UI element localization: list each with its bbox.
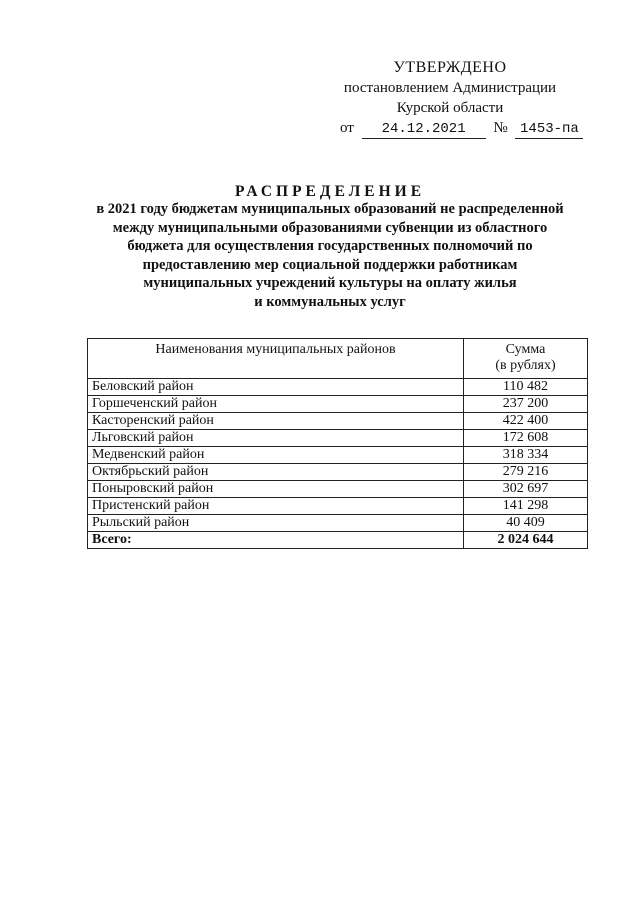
subtitle-line: и коммунальных услуг	[254, 293, 406, 310]
district-name: Поныровский район	[88, 481, 464, 498]
header-sum	[464, 339, 588, 379]
district-name: Беловский район	[88, 379, 464, 396]
approval-date: 24.12.2021	[362, 121, 486, 139]
district-name: Горшеченский район	[88, 396, 464, 413]
district-sum: 302 697	[464, 481, 588, 498]
district-sum: 422 400	[464, 413, 588, 430]
total-sum: 2 024 644	[464, 532, 588, 549]
header-sum-title: Сумма	[505, 342, 546, 357]
table-row	[88, 396, 588, 413]
table-row	[88, 430, 588, 447]
table-row	[88, 447, 588, 464]
district-sum: 141 298	[464, 498, 588, 515]
table-row	[88, 481, 588, 498]
header-sum-unit: (в рублях)	[495, 358, 556, 373]
district-name: Пристенский район	[88, 498, 464, 515]
approval-line-1: постановлением Администрации	[343, 80, 557, 96]
subtitle-line: в 2021 году бюджетам муниципальных образований не распределенной	[96, 201, 564, 217]
table-row	[88, 413, 588, 430]
table-row	[88, 515, 588, 532]
district-sum: 279 216	[464, 464, 588, 481]
approval-date-line	[300, 118, 600, 139]
approval-number: 1453-па	[515, 121, 583, 139]
table-row	[88, 498, 588, 515]
subtitle-line: муниципальных учреждений культуры на оплату жилья	[143, 275, 517, 291]
district-sum: 318 334	[464, 447, 588, 464]
table-row	[88, 379, 588, 396]
district-name: Медвенский район	[88, 447, 464, 464]
district-sum: 172 608	[464, 430, 588, 447]
approval-block	[300, 58, 600, 139]
document-subtitle	[70, 200, 590, 311]
table-row	[88, 464, 588, 481]
total-label: Всего:	[88, 532, 464, 549]
district-name: Касторенский район	[88, 413, 464, 430]
district-name: Октябрьский район	[88, 464, 464, 481]
approved-heading: УТВЕРЖДЕНО	[393, 59, 507, 76]
subtitle-line: бюджета для осуществления государственных полномочий по	[127, 238, 533, 254]
subtitle-line: предоставлению мер социальной поддержки работникам	[142, 256, 518, 273]
table-header-row	[88, 339, 588, 379]
from-label: от	[340, 120, 354, 136]
district-sum: 110 482	[464, 379, 588, 396]
district-sum: 40 409	[464, 515, 588, 532]
district-name: Льговский район	[88, 430, 464, 447]
district-name: Рыльский район	[88, 515, 464, 532]
district-sum: 237 200	[464, 396, 588, 413]
approval-line-2: Курской области	[396, 100, 504, 116]
distribution-table	[87, 338, 588, 549]
header-district-name: Наименования муниципальных районов	[88, 339, 464, 379]
table-total-row	[88, 532, 588, 549]
document-title: РАСПРЕДЕЛЕНИЕ	[234, 183, 426, 200]
number-label: №	[493, 120, 508, 136]
subtitle-line: между муниципальными образованиями субвенции из областного	[112, 219, 548, 236]
